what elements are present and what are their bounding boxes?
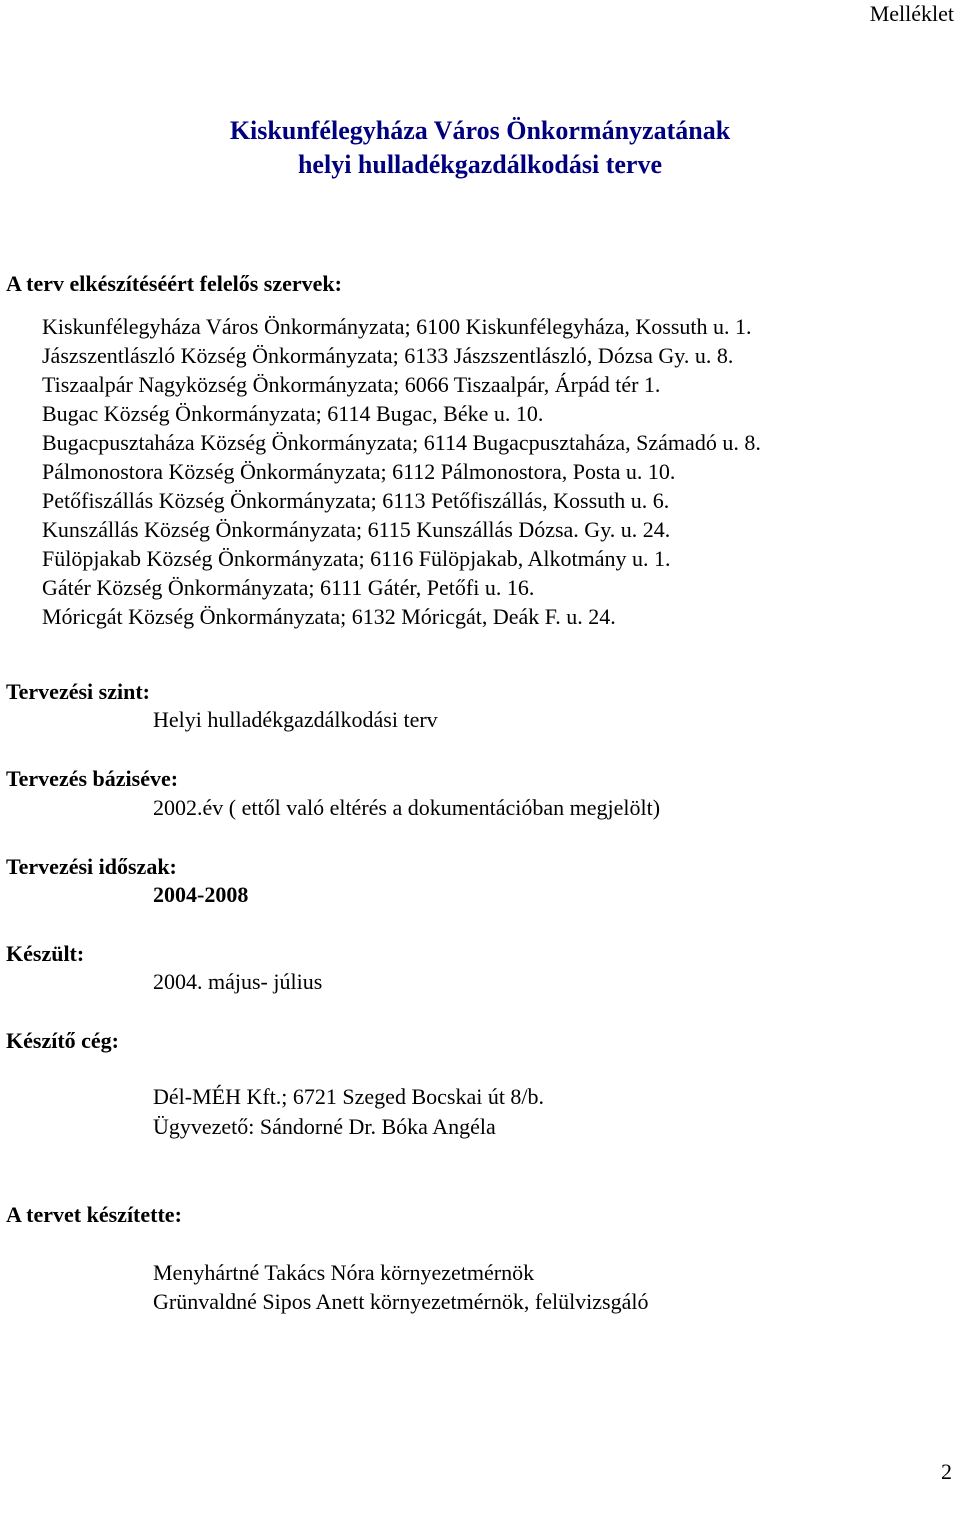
- organization-item: Jászszentlászló Község Önkormányzata; 6133 Jászszentlászló, Dózsa Gy. u. 8.: [42, 343, 734, 368]
- author-1: Menyhártné Takács Nóra környezetmérnök: [153, 1260, 535, 1285]
- organization-item: Bugacpusztaháza Község Önkormányzata; 6114 Bugacpusztaháza, Számadó u. 8.: [42, 430, 761, 455]
- organization-item: Bugac Község Önkormányzata; 6114 Bugac, Béke u. 10.: [42, 401, 544, 426]
- organization-item: Pálmonostora Község Önkormányzata; 6112 Pálmonostora, Posta u. 10.: [42, 459, 676, 484]
- author-2: Grünvaldné Sipos Anett környezetmérnök, felülvizsgáló: [153, 1289, 649, 1314]
- organization-item: Móricgát Község Önkormányzata; 6132 Móricgát, Deák F. u. 24.: [42, 604, 616, 629]
- organization-list: [42, 312, 761, 631]
- planning-level-label: Tervezési szint:: [6, 679, 150, 704]
- organization-item: Fülöpjakab Község Önkormányzata; 6116 Fülöpjakab, Alkotmány u. 1.: [42, 546, 671, 571]
- planning-level-value: Helyi hulladékgazdálkodási terv: [153, 707, 438, 732]
- prepared-value: 2004. május- július: [153, 969, 323, 994]
- annex-label: Melléklet: [869, 1, 954, 26]
- authors-label: A tervet készítette:: [6, 1202, 182, 1227]
- planning-period-label: Tervezési időszak:: [6, 854, 177, 879]
- document-title-line-1: Kiskunfélegyháza Város Önkormányzatának: [229, 116, 731, 145]
- organization-item: Tiszaalpár Nagyközség Önkormányzata; 6066 Tiszaalpár, Árpád tér 1.: [42, 372, 661, 397]
- organization-item: Gátér Község Önkormányzata; 6111 Gátér, Petőfi u. 16.: [42, 575, 535, 600]
- base-year-label: Tervezés báziséve:: [6, 766, 179, 791]
- company-address: Dél-MÉH Kft.; 6721 Szeged Bocskai út 8/b.: [153, 1084, 545, 1109]
- organization-item: Kunszállás Község Önkormányzata; 6115 Kunszállás Dózsa. Gy. u. 24.: [42, 517, 671, 542]
- planning-period-value: 2004-2008: [153, 882, 249, 907]
- base-year-value: 2002.év ( ettől való eltérés a dokumentációban megjelölt): [153, 795, 661, 820]
- prepared-label: Készült:: [6, 941, 85, 966]
- organization-item: Kiskunfélegyháza Város Önkormányzata; 6100 Kiskunfélegyháza, Kossuth u. 1.: [42, 314, 752, 339]
- company-manager: Ügyvezető: Sándorné Dr. Bóka Angéla: [153, 1114, 496, 1139]
- organization-item: Petőfiszállás Község Önkormányzata; 6113 Petőfiszállás, Kossuth u. 6.: [42, 488, 670, 513]
- responsible-heading: A terv elkészítéséért felelős szervek:: [6, 271, 342, 296]
- page-number: 2: [941, 1459, 952, 1484]
- document-title-line-2: helyi hulladékgazdálkodási terve: [297, 150, 663, 179]
- company-label: Készítő cég:: [6, 1028, 119, 1053]
